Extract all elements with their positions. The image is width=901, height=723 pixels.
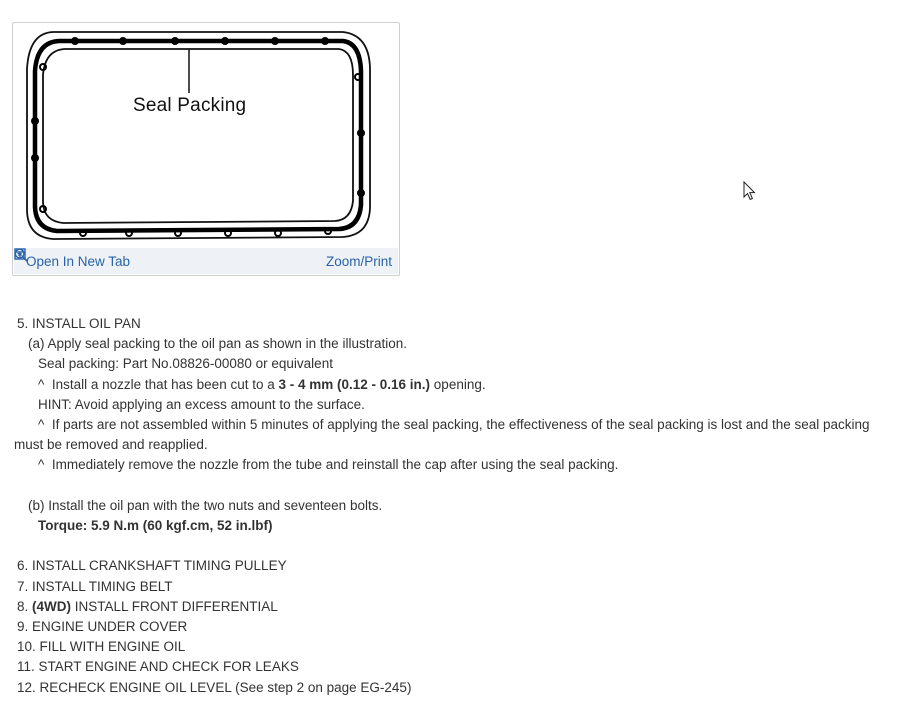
zoom-print-link[interactable] xyxy=(326,254,392,269)
step-5a-warning: ^ If parts are not assembled within 5 minutes of applying the seal packing, the effectiveness of the seal packing is lost and the seal packing must be removed and reapplied. xyxy=(14,417,874,453)
step-11: 11. START ENGINE AND CHECK FOR LEAKS xyxy=(17,659,299,675)
step-9: 9. ENGINE UNDER COVER xyxy=(17,619,188,635)
procedure-text xyxy=(14,314,884,698)
step-12: 12. RECHECK ENGINE OIL LEVEL (See step 2 on page EG-245) xyxy=(17,679,412,695)
nozzle-text-pre: ^ Install a nozzle that has been cut to a xyxy=(38,376,279,392)
illustration-figure xyxy=(12,22,400,276)
zoom-print-label: Zoom/Print xyxy=(325,253,392,269)
oil-pan-illustration xyxy=(13,23,399,249)
step-10: 10. FILL WITH ENGINE OIL xyxy=(17,639,186,655)
mouse-pointer-icon xyxy=(743,181,757,201)
nozzle-text-post: opening. xyxy=(430,376,486,392)
open-new-tab-label: Open In New Tab xyxy=(26,253,131,269)
step-5a-part: Seal packing: Part No.08826-00080 or equivalent xyxy=(38,356,333,372)
step-5a-hint: HINT: Avoid applying an excess amount to the surface. xyxy=(38,396,365,412)
step-5b-torque xyxy=(14,516,884,536)
nozzle-size: 3 - 4 mm (0.12 - 0.16 in.) xyxy=(278,376,431,392)
torque-value: Torque: 5.9 N.m (60 kgf.cm, 52 in.lbf) xyxy=(38,518,273,534)
step-7: 7. INSTALL TIMING BELT xyxy=(17,578,173,594)
step-8-text: INSTALL FRONT DIFFERENTIAL xyxy=(71,598,278,614)
step-5a: (a) Apply seal packing to the oil pan as shown in the illustration. xyxy=(28,336,407,352)
step-8-number: 8. xyxy=(17,598,33,614)
figure-toolbar xyxy=(14,248,398,274)
step-6: 6. INSTALL CRANKSHAFT TIMING PULLEY xyxy=(17,558,287,574)
step-5a-nozzle xyxy=(14,375,884,395)
seal-packing-label: Seal Packing xyxy=(133,95,247,116)
step-8 xyxy=(14,597,884,617)
step-5-title: 5. INSTALL OIL PAN xyxy=(17,316,141,331)
step-8-4wd: (4WD) xyxy=(32,598,72,614)
step-5a-remove: ^ Immediately remove the nozzle from the tube and reinstall the cap after using the seal packing. xyxy=(38,457,619,473)
step-5b: (b) Install the oil pan with the two nuts and seventeen bolts. xyxy=(28,497,383,513)
open-new-tab-link[interactable] xyxy=(26,254,130,269)
zoom-icon xyxy=(14,248,28,262)
